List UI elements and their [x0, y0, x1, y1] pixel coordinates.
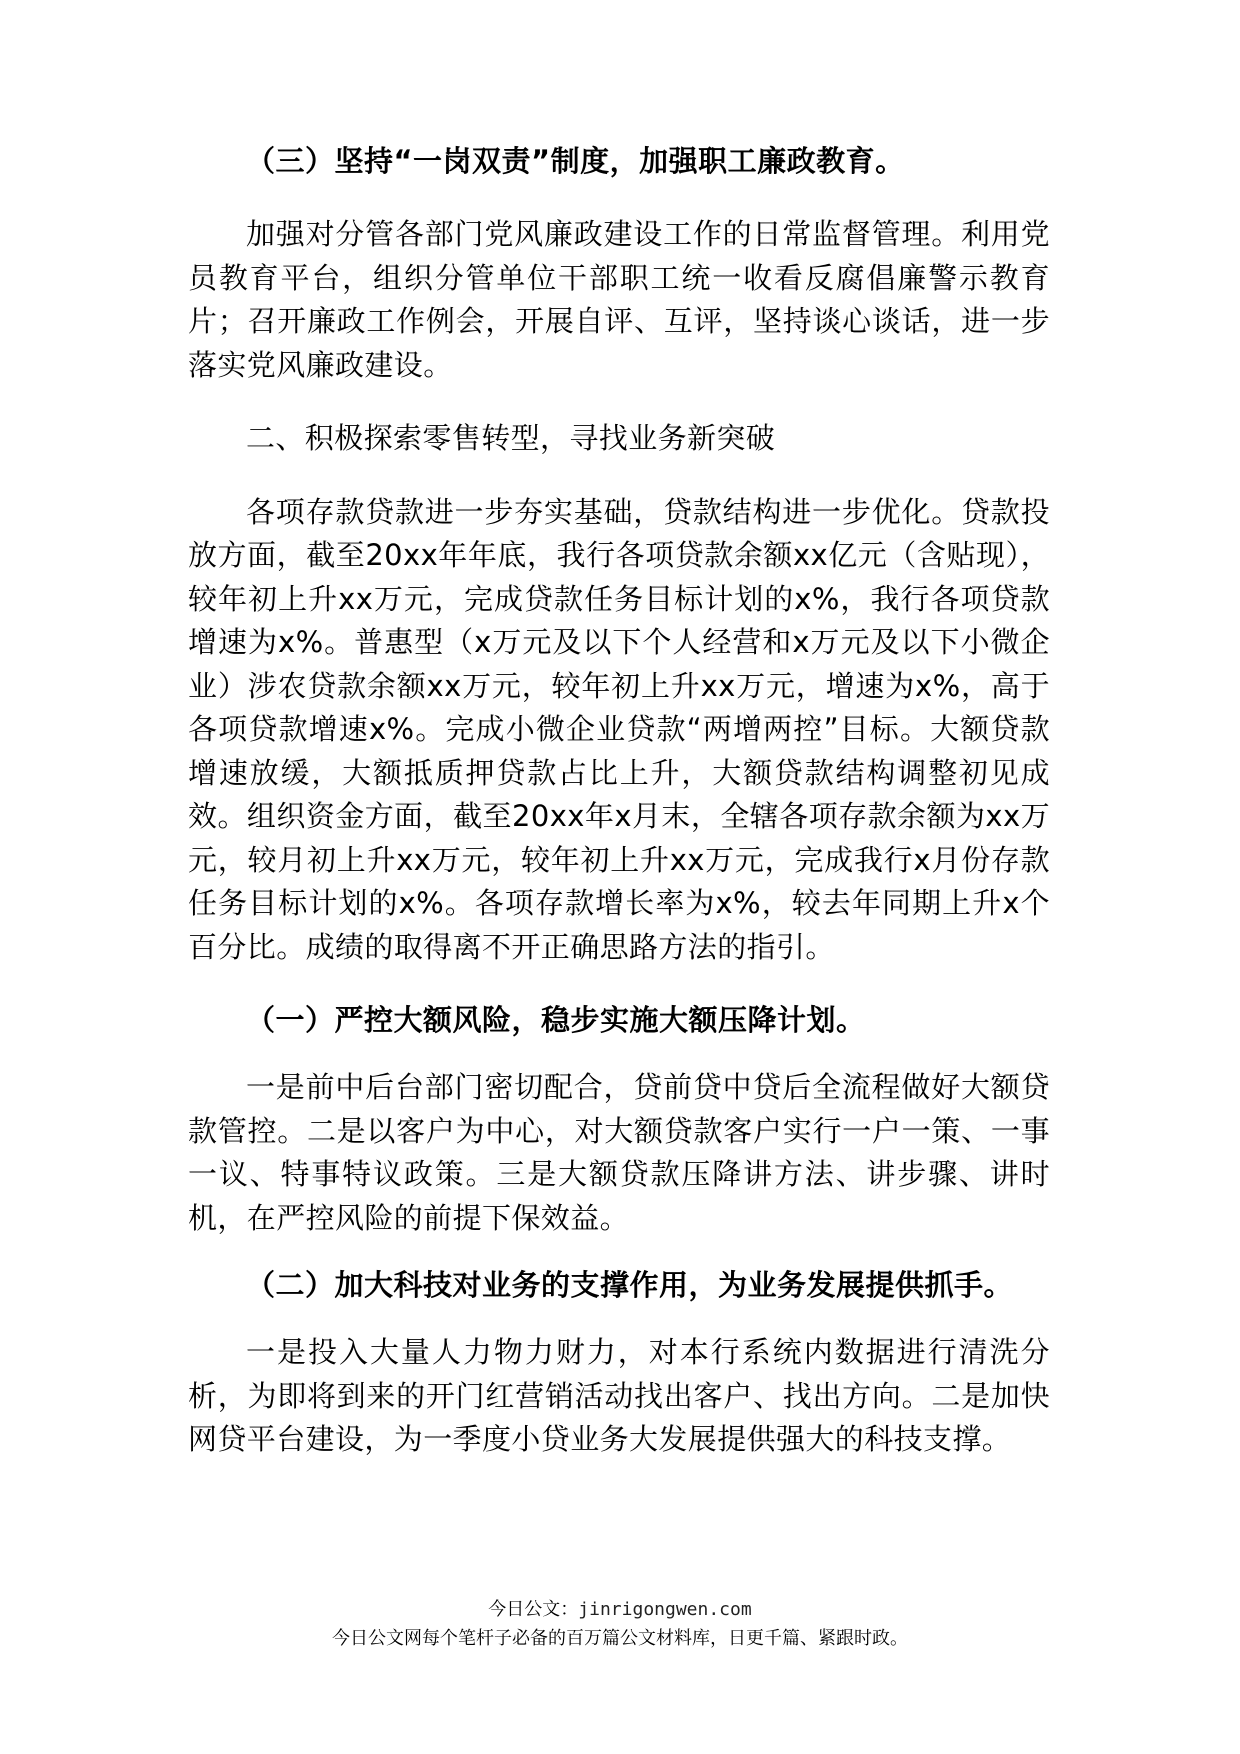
paragraph-loans-deposits: 各项存款贷款进一步夯实基础，贷款结构进一步优化。贷款投放方面，截至20xx年年底，我行各项贷款余额xx亿元（含贴现），较年初上升xx万元，完成贷款任务目标计划的x%，我行各项贷款增速为x%。普惠型（x万元及以下个人经营和x万元及以下小微企业）涉农贷款余额xx万元，较年初上升xx万元，增速为x%，高于各项贷款增速x%。完成小微企业贷款“两增两控”目标。大额贷款增速放缓，大额抵质押贷款占比上升，大额贷款结构调整初见成效。组织资金方面，截至20xx年x月末，全辖各项存款余额为xx万元，较月初上升xx万元，较年初上升xx万元，完成我行x月份存款任务目标计划的x%。各项存款增长率为x%，较去年同期上升x个百分比。成绩的取得离不开正确思路方法的指引。: [188, 494, 1050, 964]
section-heading-1: （一）严控大额风险，稳步实施大额压降计划。: [246, 1003, 866, 1037]
paragraph-large-loan-control: 一是前中后台部门密切配合，贷前贷中贷后全流程做好大额贷款管控。二是以客户为中心，对大额贷款客户实行一户一策、一事一议、特事特议政策。三是大额贷款压降讲方法、讲步骤、讲时机，在严控风险的前提下保效益。: [188, 1070, 1050, 1235]
footer-site-url[interactable]: jinrigongwen.com: [578, 1599, 752, 1620]
footer-site-line: [0, 1597, 1240, 1623]
section-title-2: 二、积极探索零售转型，寻找业务新突破: [246, 421, 776, 455]
paragraph-integrity-supervision: 加强对分管各部门党风廉政建设工作的日常监督管理。利用党员教育平台，组织分管单位干部职工统一收看反腐倡廉警示教育片；召开廉政工作例会，开展自评、互评，坚持谈心谈话，进一步落实党风廉政建设。: [188, 217, 1050, 382]
paragraph-tech-support: 一是投入大量人力物力财力，对本行系统内数据进行清洗分析，为即将到来的开门红营销活动找出客户、找出方向。二是加快网贷平台建设，为一季度小贷业务大发展提供强大的科技支撑。: [188, 1335, 1050, 1456]
section-heading-3: （三）坚持“一岗双责”制度，加强职工廉政教育。: [246, 144, 905, 178]
document-body: [188, 140, 1050, 1462]
footer-slogan: 今日公文网每个笔杆子必备的百万篇公文材料库，日更千篇、紧跟时政。: [332, 1628, 908, 1649]
footer-site-label: 今日公文：: [488, 1599, 579, 1620]
section-heading-2: （二）加大科技对业务的支撑作用，为业务发展提供抓手。: [246, 1268, 1014, 1302]
